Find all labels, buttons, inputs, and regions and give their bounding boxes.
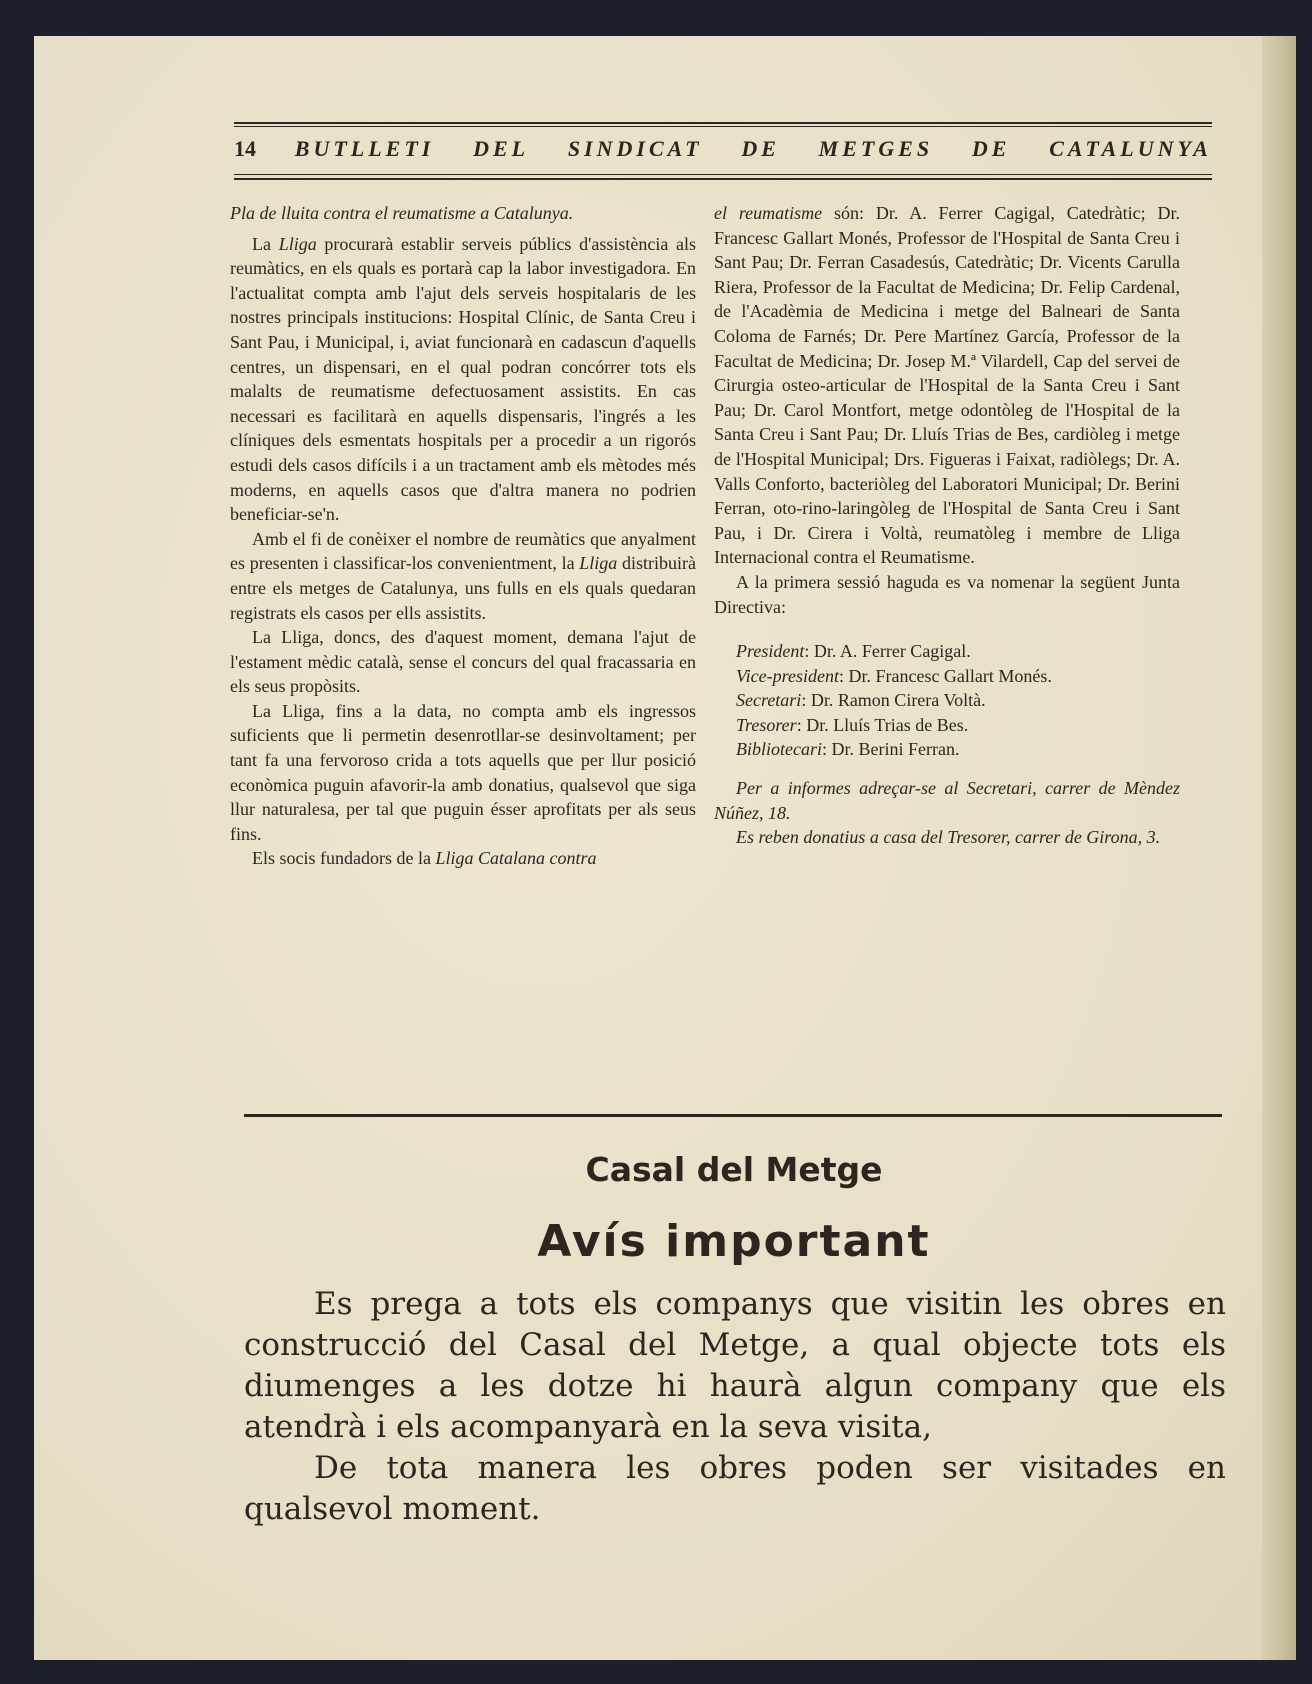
header-word: DEL — [473, 136, 530, 161]
header-word: DE — [971, 136, 1011, 161]
page — [34, 36, 1296, 1660]
paragraph: Amb el fi de conèixer el nombre de reumàtics que anyalment es presenten i classificar-los convenientment, la Lliga distribuirà entre els metges de Catalunya, uns fulls en els quals quedaran registrats els casos per ells assistits. — [230, 528, 696, 623]
junta-directiva-list — [714, 639, 1180, 762]
paragraph: Els socis fundadors de la Lliga Catalana contra — [252, 848, 597, 869]
header-word: CATALUNYA — [1049, 136, 1212, 161]
header-rule-bottom-thin — [234, 174, 1212, 175]
donation-note: Es reben donatius a casa del Tresorer, carrer de Girona, 3. — [736, 827, 1161, 848]
junta-item: Bibliotecari: Dr. Berini Ferran. — [736, 739, 960, 760]
header-rule-top-thin — [234, 126, 1212, 127]
paragraph: La Lliga procurarà establir serveis públics d'assistència als reumàtics, en els quals es portarà cap la labor investigadora. En l'actualitat compta amb l'ajut dels serveis hospitalaris de les nostres principals institucions: Hospital Clínic, de Santa Creu i Sant Pau, i Municipal, i, aviat funcionarà en cadascun d'aquells centres, un dispensari, en el qual podran concórrer tots els malalts de reumatisme defectuosament assistits. En cas necessari es facilitarà en aquells dispensaris, l'ingrés a les clíniques dels esmentats hospitals per a procedir a un rigorós estudi dels casos difícils i a un tractament amb els mètodes més moderns, en aquells casos que d'altra manera no podrien beneficiar-se'n. — [230, 233, 697, 525]
paragraph: La Lliga, doncs, des d'aquest moment, demana l'ajut de l'estament mèdic català, sense el concurs del qual fracassaria en els seus propòsits. — [230, 627, 696, 697]
running-header — [234, 129, 1212, 169]
notice-paragraph: De tota manera les obres poden ser visitades en qualsevol moment. — [244, 1450, 1226, 1527]
contact-note: Per a informes adreçar-se al Secretari, carrer de Mèndez Núñez, 18. — [714, 778, 1180, 823]
notice-title: Avís important — [537, 1216, 931, 1267]
junta-item: President: Dr. A. Ferrer Cagigal. — [736, 641, 971, 662]
section-divider — [244, 1114, 1222, 1117]
paragraph: A la primera sessió haguda es va nomenar la següent Junta Directiva: — [714, 571, 1180, 617]
page-fold-shadow — [1262, 36, 1296, 1660]
header-rule-bottom — [234, 178, 1212, 180]
page-number: 14 — [234, 136, 256, 161]
header-word: DE — [741, 136, 780, 161]
left-column — [230, 201, 696, 871]
header-rule-top — [234, 122, 1212, 124]
junta-item: Tresorer: Dr. Lluís Trias de Bes. — [736, 714, 969, 735]
header-word: SINDICAT — [567, 136, 703, 161]
header-word: BUTLLETI — [294, 136, 435, 161]
right-column — [714, 201, 1180, 850]
section-subtitle: Pla de lluita contra el reumatisme a Catalunya. — [230, 203, 574, 223]
notice-heading: Casal del Metge — [585, 1150, 883, 1189]
junta-item: Secretari: Dr. Ramon Cirera Voltà. — [736, 690, 986, 711]
notice-body — [244, 1284, 1226, 1530]
paragraph: el reumatisme són: Dr. A. Ferrer Cagigal, Catedràtic; Dr. Francesc Gallart Monés, Professor de l'Hospital de Santa Creu i Sant Pau; Dr. Ferran Casadesús, Catedràtic; Dr. Vicents Carulla Riera, Professor de la Facultat de Medicina; Dr. Felip Cardenal, de l'Acadèmia de Medicina i metge del Balneari de Santa Coloma de Farnés; Dr. Pere Martínez García, Professor de la Facultat de Medicina; Dr. Josep M.ª Vilardell, Cap del servei de Cirurgia osteo-articular de l'Hospital de la Santa Creu i Sant Pau; Dr. Carol Montfort, metge odontòleg de l'Hospital de la Santa Creu i Sant Pau; Dr. Lluís Trias de Bes, cardiòleg i metge de l'Hospital Municipal; Drs. Figueras i Faixat, radiòlegs; Dr. A. Valls Conforto, bacteriòleg del Laboratori Municipal; Dr. Berini Ferran, oto-rino-laringòleg de l'Hospital de Santa Creu i Sant Pau, i Dr. Cirera i Voltà, reumatòleg i membre de Lliga Internacional contra el Reumatisme. — [714, 203, 1180, 568]
paragraph: La Lliga, fins a la data, no compta amb els ingressos suficients que li permetin desenrotllar-se desinvoltament; per tant fa una fervoroso crida a tots aquells que per llur posició econòmica puguin afavorir-la amb donatius, qualsevol que siga llur naturalesa, per tal que puguin ésser aprofitats per als seus fins. — [230, 700, 696, 844]
junta-item: Vice-president: Dr. Francesc Gallart Monés. — [736, 665, 1052, 686]
header-word: METGES — [818, 136, 934, 161]
notice-paragraph: Es prega a tots els companys que visitin les obres en construcció del Casal del Metge, a qual objecte tots els diumenges a les dotze hi haurà algun company que els atendrà i els acompanyarà en la seva visita, — [244, 1286, 1226, 1445]
